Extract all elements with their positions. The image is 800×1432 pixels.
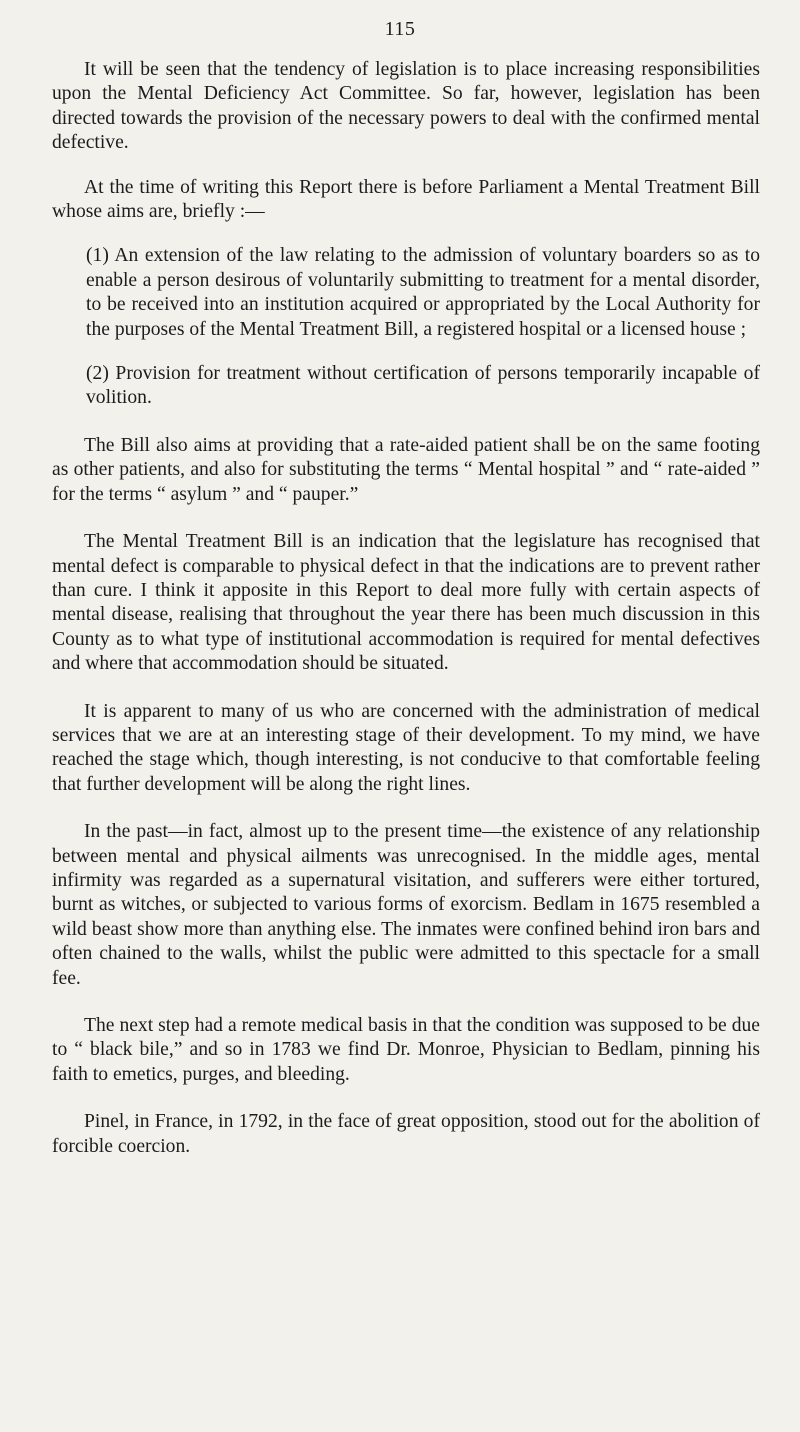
paragraph-legislature-recognition: The Mental Treatment Bill is an indication that the legislature has recognised that mental defect is comparable to physical defect in that the indications are to prevent rather than cure. I think it apposite in this Report to deal more fully with certain aspects of mental disease, realising that throughout the year there has been much discussion in this County as to what type of institutional accommodation is required for mental defectives and where that accommodation should be situated. — [52, 531, 760, 675]
paragraph-pinel: Pinel, in France, in 1792, in the face of great opposition, stood out for the abolition of forcible coercion. — [52, 1111, 760, 1157]
list-item-treatment-without-certification: (2) Provision for treatment without certification of persons temporarily incapable of volition. — [86, 363, 760, 409]
paragraph-history-of-mental-infirmity: In the past—in fact, almost up to the present time—the existence of any relationship between mental and physical ailments was unrecognised. In the middle ages, mental infirmity was regarded as a supernatural visitation, and sufferers were either tortured, burnt as witches, or subjected to various forms of exorcism. Bedlam in 1675 resembled a wild beast show more than anything else. The inmates were confined behind iron bars and often chained to the walls, whilst the public were admitted to this spectacle for a small fee. — [52, 821, 760, 989]
paragraph-legislation-tendency: It will be seen that the tendency of legislation is to place increasing responsibilities upon the Mental Deficiency Act Committee. So far, however, legislation has been directed towards the provision of the necessary powers to deal with the confirmed mental defective. — [52, 59, 760, 154]
body-text — [52, 58, 760, 1159]
paragraph-medical-services-stage: It is apparent to many of us who are concerned with the administration of medical services that we are at an interesting stage of their development. To my mind, we have reached the stage which, though interesting, is not conducive to that comfortable feeling that further development will be along the right lines. — [52, 700, 760, 795]
list-item-voluntary-boarders: (1) An extension of the law relating to the admission of voluntary boarders so as to enable a person desirous of voluntarily submitting to treatment for a mental disorder, to be received into an institution acquired or appropriated by the Local Authority for the purposes of the Mental Treatment Bill, a registered hospital or a licensed house ; — [86, 245, 760, 340]
paragraph-mental-treatment-bill-intro: At the time of writing this Report there is before Parliament a Mental Treatment Bill whose aims are, briefly :— — [52, 176, 760, 223]
page-number: 115 — [384, 18, 416, 40]
paragraph-black-bile: The next step had a remote medical basis in that the condition was supposed to be due to “ black bile,” and so in 1783 we find Dr. Monroe, Physician to Bedlam, pinning his faith to emetics, purges, and bleeding. — [52, 1015, 760, 1085]
paragraph-rate-aided-patient: The Bill also aims at providing that a rate-aided patient shall be on the same footing as other patients, and also for substituting the terms “ Mental hospital ” and “ rate-aided ” for the terms “ asylum ” and “ pauper.” — [52, 434, 760, 505]
